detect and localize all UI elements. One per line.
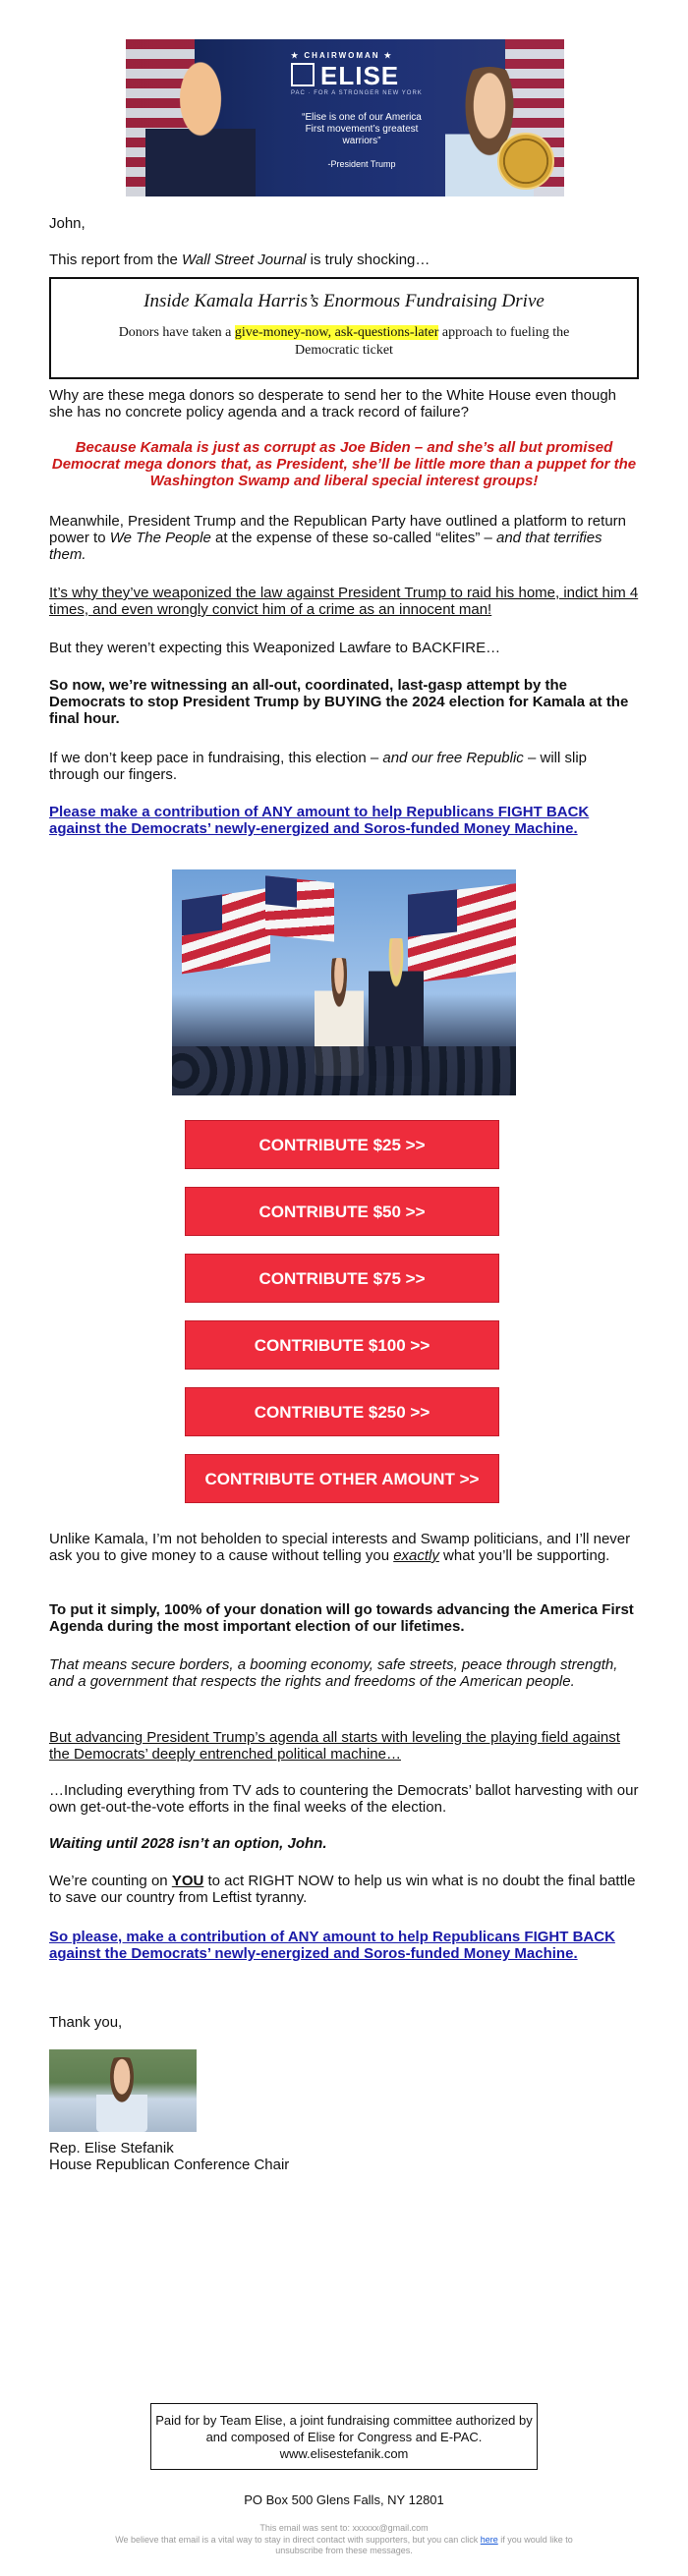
paragraph-backfire: But they weren’t expecting this Weaponized Lawfare to BACKFIRE… — [49, 640, 501, 656]
signature-photo — [49, 2049, 197, 2132]
paragraph-including: …Including everything from TV ads to countering the Democrats’ ballot harvesting with our own get-out-the-vote efforts in the final weeks of the election. — [49, 1782, 639, 1816]
unsubscribe-text-end: if you would like to unsubscribe from these messages. — [275, 2535, 573, 2555]
contribute-100-button[interactable]: CONTRIBUTE $100 >> — [185, 1320, 499, 1370]
counting-you: YOU — [171, 1873, 204, 1889]
flag-shape — [265, 875, 334, 941]
meanwhile-text-2: at the expense of these so-called “elites” – — [210, 530, 496, 546]
intro-source: Wall Street Journal — [182, 252, 307, 268]
paragraph-unlike — [49, 1531, 639, 1564]
president-trump-portrait — [145, 61, 256, 196]
meanwhile-italic-2: and that terrifies them. — [49, 530, 602, 563]
paragraph-counting — [49, 1873, 639, 1906]
pace-text: If we don’t keep pace in fundraising, this election – — [49, 750, 383, 766]
contribute-link-bottom[interactable]: So please, make a contribution of ANY amount to help Republicans FIGHT BACK against the Democrats’ newly-energized and Soros-funded Money Machine. — [49, 1929, 615, 1962]
logo-subtitle: PAC · FOR A STRONGER NEW YORK — [291, 90, 423, 96]
mailing-address: PO Box 500 Glens Falls, NY 12801 — [244, 2492, 444, 2507]
flag-union — [182, 895, 222, 936]
intro-text-end: is truly shocking… — [306, 252, 430, 268]
meanwhile-italic: We The People — [109, 530, 211, 546]
paragraph-meanwhile — [49, 513, 639, 563]
paragraph-waiting: Waiting until 2028 isn’t an option, John. — [49, 1835, 327, 1852]
elise-logo — [291, 61, 399, 91]
flag-shape — [408, 883, 516, 983]
counting-text: We’re counting on — [49, 1873, 172, 1889]
sign-off: Thank you, — [49, 2014, 123, 2031]
quote-attribution: -President Trump — [327, 159, 396, 169]
intro-paragraph — [49, 252, 639, 268]
signer-title: House Republican Conference Chair — [49, 2156, 290, 2173]
crowd-silhouettes — [172, 1046, 516, 1095]
paragraph-weaponized: It’s why they’ve weaponized the law against President Trump to raid his home, indict him 4 times, and even wrongly convict him of a crime as an innocent man! — [49, 585, 639, 618]
unlike-text: Unlike Kamala, I’m not beholden to special interests and Swamp politicians, and I’ll never ask you to give money to a cause without telling you — [49, 1531, 631, 1564]
chairwoman-label: ★ CHAIRWOMAN ★ — [291, 51, 393, 60]
paid-for-disclaimer: Paid for by Team Elise, a joint fundraising committee authorized by and composed of Elise for Congress and E-PAC. www.elisestefanik.com — [150, 2403, 538, 2470]
callout-body-end: approach to fueling the Democratic ticket — [295, 325, 570, 358]
paragraph-means: That means secure borders, a booming economy, safe streets, peace through strength, and a government that respects the rights and freedoms of the American people. — [49, 1656, 618, 1690]
pace-text-2: – will slip through our fingers. — [49, 750, 587, 783]
trump-quote: “Elise is one of our America First movement’s greatest warriors” — [302, 112, 422, 146]
contribute-75-button[interactable]: CONTRIBUTE $75 >> — [185, 1254, 499, 1303]
paragraph-red-emphasis: Because Kamala is just as corrupt as Joe Biden – and she’s all but promised Democrat mega donors that, as President, she’ll be little more than a puppet for the Washington Swamp and liberal special interest groups! — [51, 439, 637, 489]
logo-text: ELISE — [320, 61, 400, 90]
unsubscribe-notice — [49, 2535, 639, 2556]
counting-text-2: to act RIGHT NOW to help us win what is no doubt the final battle to save our country from Leftist tyranny. — [49, 1873, 636, 1906]
news-callout-box — [49, 277, 639, 379]
signer-name: Rep. Elise Stefanik — [49, 2140, 174, 2156]
contribute-250-button[interactable]: CONTRIBUTE $250 >> — [185, 1387, 499, 1436]
callout-highlight: give-money-now, ask-questions-later — [234, 325, 439, 340]
contribute-25-button[interactable]: CONTRIBUTE $25 >> — [185, 1120, 499, 1169]
callout-body — [100, 324, 588, 360]
callout-body-text: Donors have taken a — [118, 325, 235, 340]
logo-mark-icon — [291, 63, 315, 86]
unsubscribe-link[interactable]: here — [480, 2535, 498, 2545]
flag-union — [408, 890, 457, 937]
header-banner-image — [126, 39, 564, 196]
paragraph-why: Why are these mega donors so desperate to send her to the White House even though she has no concrete policy agenda and a track record of failure? — [49, 387, 617, 420]
pace-italic: and our free Republic — [382, 750, 524, 766]
paragraph-advancing: But advancing President Trump’s agenda all starts with leveling the playing field against the Democrats’ deeply entrenched political machine… — [49, 1729, 620, 1763]
contribute-other-button[interactable]: CONTRIBUTE OTHER AMOUNT >> — [185, 1454, 499, 1503]
paragraph-keep-pace — [49, 750, 639, 783]
callout-title: Inside Kamala Harris’s Enormous Fundraising Drive — [143, 291, 545, 311]
unlike-italic: exactly — [393, 1547, 439, 1564]
endorsement-seal-icon — [497, 133, 554, 190]
unlike-text-2: what you’ll be supporting. — [438, 1547, 610, 1564]
meanwhile-text: Meanwhile, President Trump and the Republican Party have outlined a platform to return power to — [49, 513, 626, 546]
greeting: John, — [49, 215, 86, 232]
unsubscribe-text: We believe that email is a vital way to stay in direct contact with supporters, but you can click — [115, 2535, 481, 2545]
contribute-50-button[interactable]: CONTRIBUTE $50 >> — [185, 1187, 499, 1236]
stefanik-headshot — [96, 2057, 147, 2132]
paragraph-so-now: So now, we’re witnessing an all-out, coordinated, last-gasp attempt by the Democrats to stop President Trump by BUYING the 2024 election for Kamala at the final hour. — [49, 677, 629, 727]
intro-text: This report from the — [49, 252, 183, 268]
rally-photo — [172, 869, 516, 1095]
flag-union — [265, 875, 297, 907]
paragraph-simply: To put it simply, 100% of your donation will go towards advancing the America First Agenda during the most important election of our lifetimes. — [49, 1601, 634, 1635]
sent-to-notice: This email was sent to: xxxxxx@gmail.com — [259, 2523, 429, 2533]
flag-shape — [182, 888, 270, 975]
contribute-link-top[interactable]: Please make a contribution of ANY amount to help Republicans FIGHT BACK against the Democrats’ newly-energized and Soros-funded Money Machine. — [49, 804, 590, 837]
